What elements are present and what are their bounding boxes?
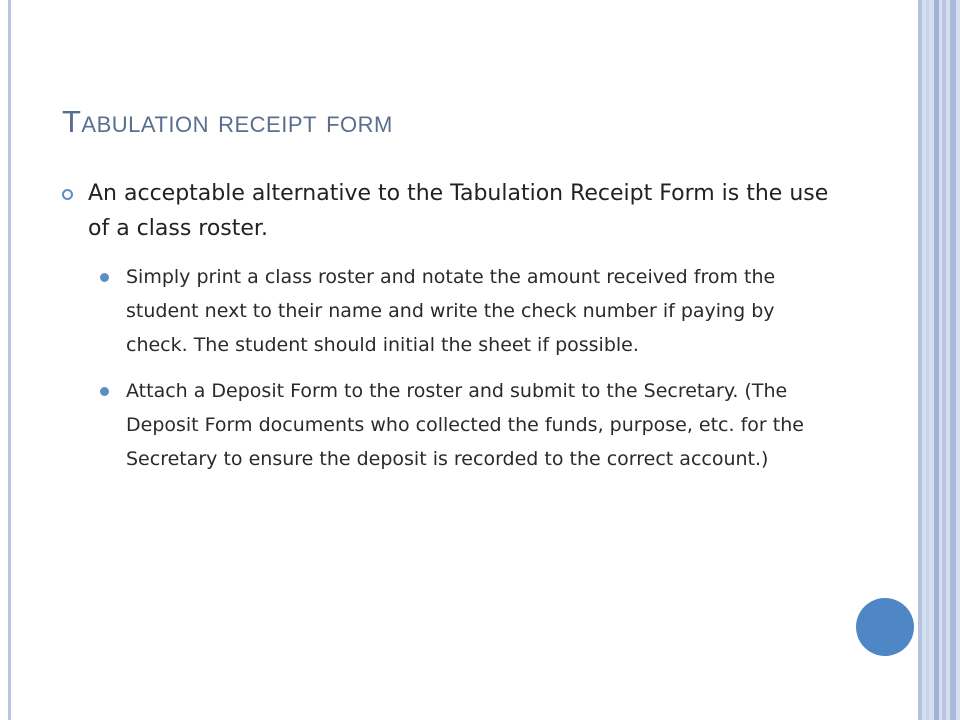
decorative-stripe xyxy=(950,0,956,720)
sub-bullet-text: Simply print a class roster and notate the amount received from the student next to their name and write the check number if paying by check. The student should initial the sheet if possible. xyxy=(126,266,776,356)
decorative-stripe xyxy=(942,0,946,720)
ring-bullet-icon xyxy=(62,189,73,200)
sub-bullet xyxy=(126,374,842,476)
decorative-stripe xyxy=(918,0,922,720)
sub-bullet-list xyxy=(62,260,842,476)
decorative-circle xyxy=(856,598,914,656)
sub-bullet-text: Attach a Deposit Form to the roster and submit to the Secretary. (The Deposit Form documents who collected the funds, purpose, etc. for the Secretary to ensure the deposit is recorded to the correct account.) xyxy=(126,380,804,470)
main-bullet xyxy=(62,176,842,246)
dot-bullet-icon xyxy=(100,273,109,282)
main-bullet-text: An acceptable alternative to the Tabulation Receipt Form is the use of a class roster. xyxy=(88,181,829,241)
left-border-line xyxy=(8,0,11,720)
decorative-stripe xyxy=(926,0,929,720)
slide-body xyxy=(62,176,842,488)
decorative-stripe xyxy=(934,0,939,720)
dot-bullet-icon xyxy=(100,387,109,396)
slide-title: Tabulation receipt form xyxy=(62,104,393,139)
sub-bullet xyxy=(126,260,842,362)
